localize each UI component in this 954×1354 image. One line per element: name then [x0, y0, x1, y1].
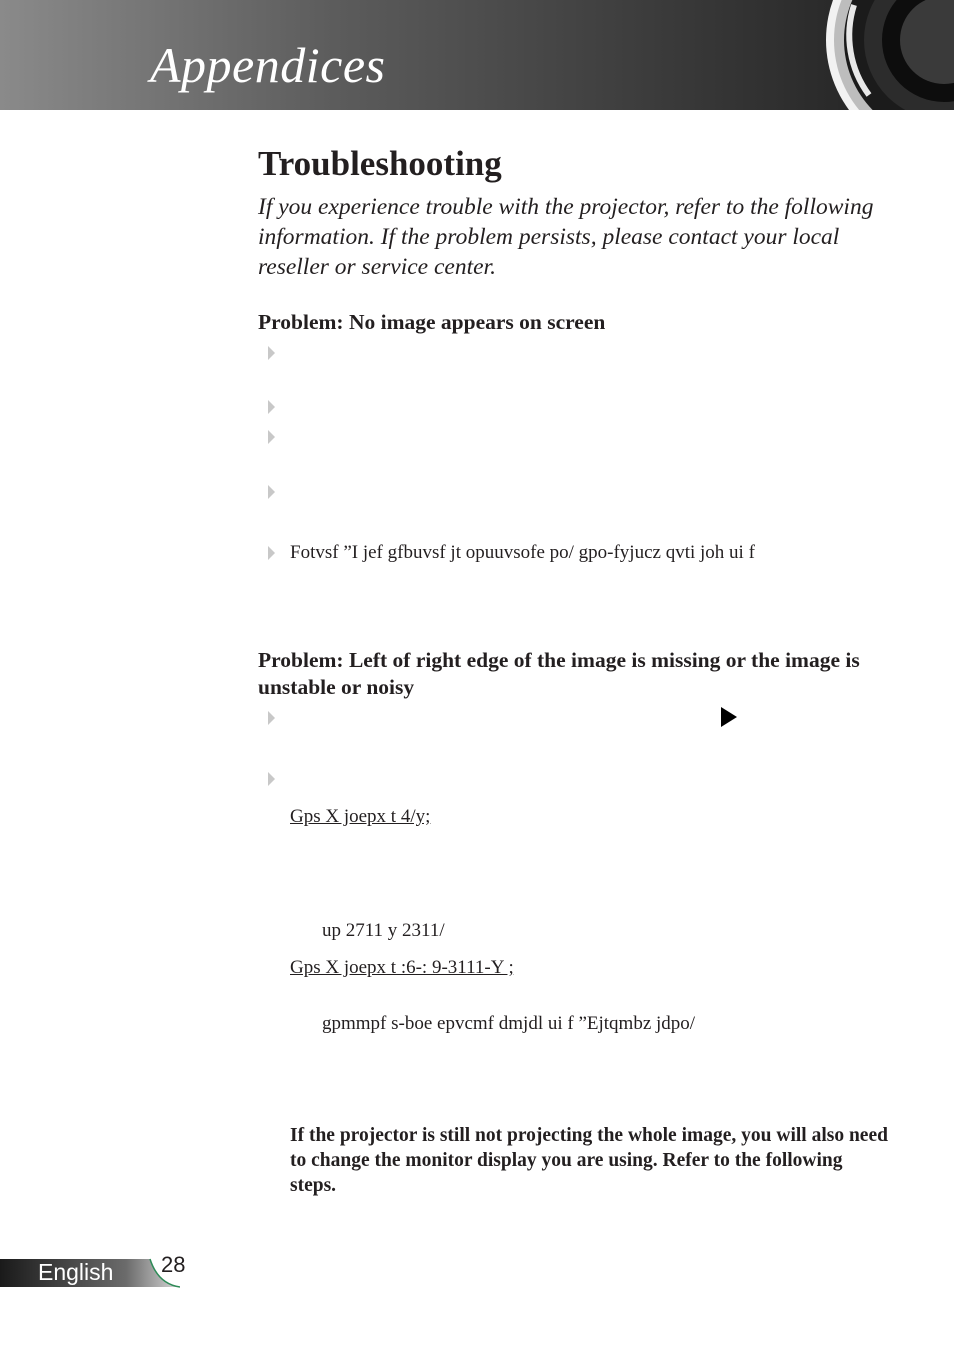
- resolution-text: up 2711 y 2311/: [322, 920, 445, 941]
- bullet-arrow-icon: [266, 545, 278, 561]
- bullet-arrow-icon: [266, 710, 278, 726]
- page-number: 28: [161, 1252, 186, 1277]
- bullet-arrow-icon: [266, 345, 278, 361]
- bullet-arrow-icon: [266, 399, 278, 415]
- section-title: Troubleshooting: [258, 144, 502, 183]
- bullet-arrow-icon: [266, 429, 278, 445]
- problem-heading-no-image: Problem: No image appears on screen: [258, 310, 606, 334]
- display-icon-text: gpmmpf s-boe epvcmf dmjdl ui f ”Ejtqmbz jdpo/: [322, 1013, 696, 1034]
- bullet-arrow-icon: [266, 484, 278, 500]
- intro-paragraph: If you experience trouble with the projector, refer to the following information. If the problem persists, please contact your local reseller or service center.: [258, 194, 874, 280]
- bullet-arrow-icon: [266, 771, 278, 787]
- projector-lens-graphic: [794, 0, 954, 110]
- header-banner: [0, 0, 954, 110]
- button-arrow-icon: [720, 706, 738, 728]
- header-title: Appendices: [150, 37, 386, 93]
- footer-language: English: [38, 1259, 114, 1285]
- windows-95-link: Gps X joepx t :6-: 9-3111-Y ;: [290, 957, 514, 978]
- problem-heading-edge-missing: Problem: Left of right edge of the image is missing or the image is unstable or noisy: [258, 648, 860, 699]
- bullet-text-hide: Fotvsf ”I jef gfbuvsf jt opuuvsofe po/ gpo-fyjucz qvti joh ui f: [290, 542, 755, 563]
- monitor-note: If the projector is still not projecting the whole image, you will also need to change the monitor display you are using. Refer to the following steps.: [290, 1125, 888, 1196]
- windows-3x-link: Gps X joepx t 4/y;: [290, 806, 431, 827]
